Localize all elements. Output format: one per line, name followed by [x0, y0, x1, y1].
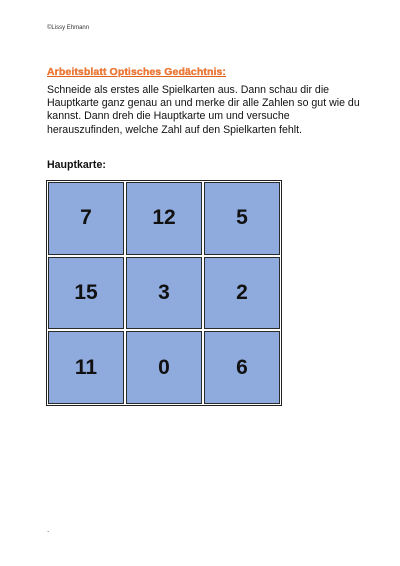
grid-cell: 12 — [126, 182, 202, 255]
main-card-heading: Hauptkarte: — [47, 159, 106, 171]
grid-cell: 2 — [204, 257, 280, 330]
grid-cell: 11 — [48, 331, 124, 404]
footer-mark: . — [47, 525, 50, 534]
grid-cell: 3 — [126, 257, 202, 330]
grid-cell: 7 — [48, 182, 124, 255]
grid-cell: 0 — [126, 331, 202, 404]
instructions-text: Schneide als erstes alle Spielkarten aus. Dann schau dir die Hauptkarte ganz genau an und merke dir alle Zahlen so gut wie du kannst. Dann dreh die Hauptkarte um und versuche herauszufinden, welche Zahl auf den Spielkarten fehlt. — [47, 84, 360, 136]
worksheet-title: Arbeitsblatt Optisches Gedächtnis: — [47, 66, 227, 78]
grid-cell: 5 — [204, 182, 280, 255]
main-card-grid — [46, 180, 282, 406]
grid-cell: 15 — [48, 257, 124, 330]
copyright-notice: ©Lissy Ehmann — [47, 25, 90, 31]
grid-cell: 6 — [204, 331, 280, 404]
